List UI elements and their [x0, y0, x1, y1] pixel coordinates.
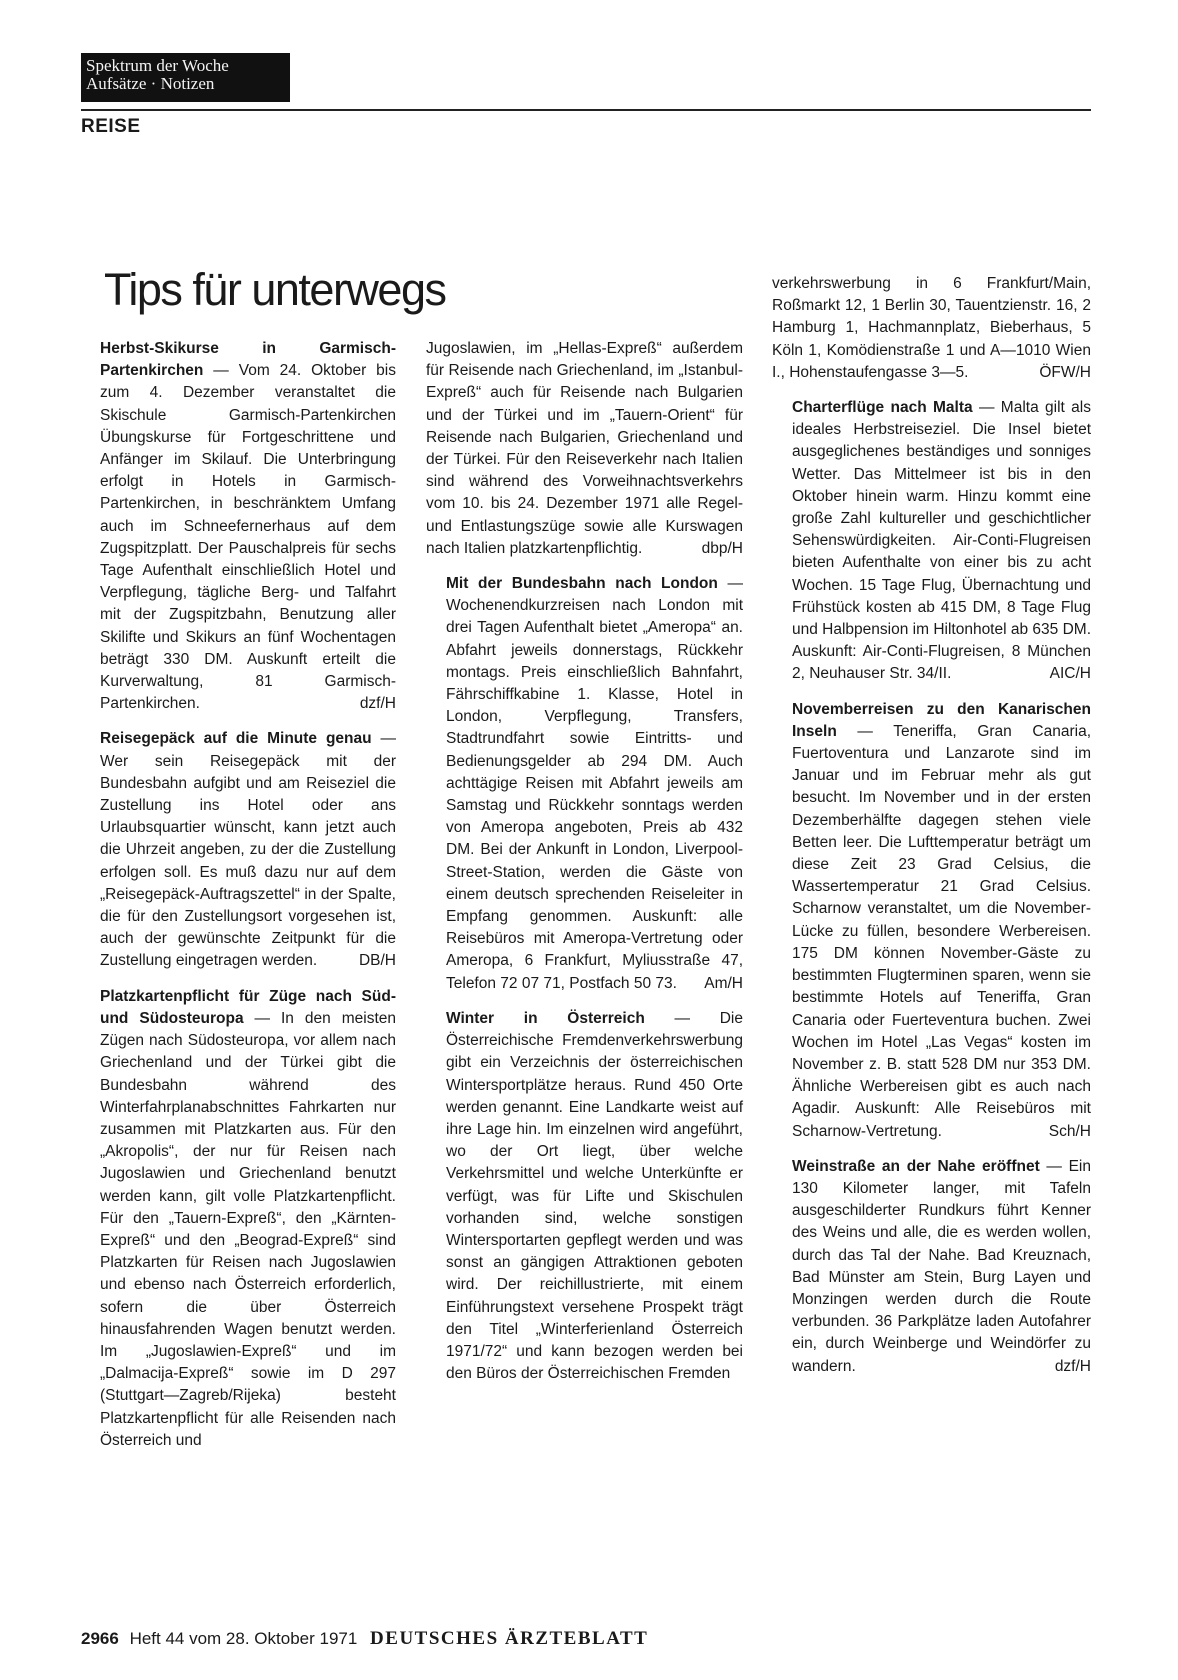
- article-winter-oesterreich-part-1: [426, 1008, 743, 1385]
- article-body: — Malta gilt als ideales Herbstreiseziel. Die Insel bietet ausgeglichenes beständiges und sonniges Wetter. Das Mittelmeer ist bis in den Oktober hinein warm. Hinzu kommt eine große Zahl kultureller und geschichtlicher Sehenswürdigkeiten. Air-Conti-Flugreisen bieten Aufenthalte von einer bis zu acht Wochen. 15 Tage Flug, Übernachtung und Frühstück kosten ab 415 DM, 8 Tage Flug und Halbpension im Hiltonhotel ab 635 DM. Auskunft: Air-Conti-Flugreisen, 8 München 2, Neuhauser Str. 34/II.: [792, 399, 1091, 683]
- article-heading: Novemberreisen zu den Kanarischen Inseln: [792, 700, 1091, 740]
- text-column-2: [426, 338, 743, 1385]
- section-rubric: REISE: [81, 116, 141, 137]
- article-title: Tips für unterwegs: [104, 264, 446, 315]
- text-column-1: [80, 338, 396, 1452]
- article-body-part-2: verkehrswerbung in 6 Frankfurt/Main, Roßmarkt 12, 1 Berlin 30, Tauentzienstr. 16, 2 Hamburg 1, Hachmannplatz, Bieberhaus, 5 Köln 1, Komödienstraße 1 und A—1010 Wien I., Hohenstaufengasse 3—5.: [772, 275, 1091, 381]
- article-signature: Sch/H: [1048, 1122, 1091, 1140]
- article-reisegepaeck: [80, 728, 396, 972]
- issue-info: Heft 44 vom 28. Oktober 1971: [129, 1629, 358, 1648]
- article-signature: dzf/H: [1054, 1357, 1091, 1375]
- article-signature: dbp/H: [701, 539, 743, 557]
- magazine-name: DEUTSCHES ÄRZTEBLATT: [370, 1628, 649, 1649]
- article-heading: Reisegepäck auf die Minute genau: [100, 730, 372, 748]
- article-body-part-1: — Die Österreichische Fremdenverkehrswerbung gibt ein Verzeichnis der österreichischen Wintersportplätze heraus. Rund 450 Orte werden genannt. Eine Landkarte weist auf ihre Lage hin. Im einzelnen wird angeführt, wo der Ort liegt, über welche Verkehrsmittel und welche Unterkünfte er verfügt, was für Lifte und Skischulen vorhanden sind, welche sonstigen Wintersportarten gepflegt werden und was sonst an gängigen Attraktionen geboten wird. Der reichillustrierte, mit einem Einführungstext versehene Prospekt trägt den Titel „Winterferienland Österreich 1971/72“ und kann bezogen werden bei den Büros der Österreichischen Fremden: [446, 1009, 743, 1383]
- page-footer: [81, 1628, 648, 1650]
- article-body-part-1: — In den meisten Zügen nach Südosteuropa, vor allem nach Griechenland und der Türkei gibt die Bundesbahn während des Winterfahrplanabschnittes Fahrkarten nur zusammen mit Platzkarten aus. Für den „Akropolis“, der nur für Reisen nach Jugoslawien und Griechenland benutzt werden kann, gilt volle Platzkartenpflicht. Für den „Tauern-Expreß“, den „Kärnten-Expreß“ und den „Beograd-Expreß“ sind Platzkarten für Reisen nach Jugoslawien und ebenso nach Österreich erforderlich, sofern die über Österreich hinausfahrenden Wagen benutzt werden. Im „Jugoslawien-Expreß“ und im „Dalmacija-Expreß“ sowie im D 297 (Stuttgart—Zagreb/Rijeka) besteht Platzkartenpflicht für alle Reisenden nach Österreich und: [100, 1009, 396, 1449]
- article-platzkartenpflicht-part-2: [426, 338, 743, 560]
- text-column-3: [772, 273, 1091, 1378]
- article-herbst-skikurse: [80, 338, 396, 715]
- article-heading: Winter in Österreich: [446, 1009, 645, 1027]
- article-body: — Teneriffa, Gran Canaria, Fuertoventura und Lanzarote sind im Januar und im Februar mehr als gut besucht. Im November und in der ersten Dezemberhälfte dagegen stehen viele Betten leer. Die Lufttemperatur beträgt um diese Zeit 23 Grad Celsius, die Wassertemperatur 21 Grad Celsius. Scharnow veranstaltet, um die November-Lücke zu füllen, besondere Werbereisen. 175 DM können November-Gäste zu bestimmten Flugterminen sparen, wenn sie bestimmte Hotels auf Teneriffa, Gran Canaria oder Fuerteventura buchen. Zwei Wochen im Hotel „Las Vegas“ kosten im November z. B. statt 528 DM nur 353 DM. Ähnliche Werbereisen gibt es auch nach Agadir. Auskunft: Alle Reisebüros mit Scharnow-Vertretung.: [792, 722, 1091, 1140]
- article-signature: dzf/H: [359, 695, 396, 713]
- page-number: 2966: [81, 1629, 119, 1648]
- article-body-part-2: Jugoslawien, im „Hellas-Expreß“ außerdem für Reisende nach Griechenland, im „Istanbul-Expreß“ auch für Reisende nach Bulgarien und der Türkei und im „Tauern-Orient“ für Reisende nach Bulgarien, Griechenland und der Türkei. Für den Reiseverkehr nach Italien sind während des Vorweihnachtsverkehrs vom 10. bis 24. Dezember 1971 alle Regel- und Entlastungszüge sowie alle Kurswagen nach Italien platzkartenpflichtig.: [426, 340, 743, 557]
- article-heading: Charterflüge nach Malta: [792, 399, 973, 417]
- article-heading: Herbst-Skikurse in Garmisch-Partenkirchen: [100, 340, 396, 380]
- article-winter-oesterreich-part-2: [772, 273, 1091, 384]
- article-heading: Platzkartenpflicht für Züge nach Süd- und Südosteuropa: [100, 987, 396, 1027]
- article-heading: Mit der Bundesbahn nach London: [446, 575, 718, 593]
- masthead-line-2: Aufsätze · Notizen: [86, 74, 215, 93]
- article-body: — Ein 130 Kilometer langer, mit Tafeln ausgeschilderter Rundkurs führt Kenner des Weins und alle, die es werden wollen, durch das Tal der Nahe. Bad Kreuznach, Bad Münster am Stein, Burg Layen und Monzingen werden durch die Route verbunden. 36 Parkplätze laden Autofahrer ein, durch Weinberge und Weindörfer zu wandern.: [792, 1157, 1091, 1375]
- article-malta: [772, 397, 1091, 686]
- masthead-line-1: Spektrum der Woche: [86, 56, 229, 75]
- article-body: — Wochenendkurzreisen nach London mit drei Tagen Aufenthalt bietet „Ameropa“ an. Abfahrt jeweils donnerstags, Rückkehr montags. Preis einschließlich Bahnfahrt, Fährschiffkabine 1. Klasse, Hotel in London, Verpflegung, Transfers, Stadtrundfahrt sowie Eintritts- und Bedienungsgelder ab 294 DM. Auch achttägige Reisen mit Abfahrt jeweils am Samstag und Rückkehr sonntags werden von Ameropa angeboten, Preis ab 432 DM. Bei der Ankunft in London, Liverpool-Street-Station, werden die Gäste von einem deutsch sprechenden Reiseleiter in Empfang genommen. Auskunft: alle Reisebüros mit Ameropa-Vertretung oder Ameropa, 6 Frankfurt, Myliusstraße 47, Telefon 72 07 71, Postfach 50 73.: [446, 575, 744, 992]
- article-signature: Am/H: [704, 974, 743, 992]
- article-signature: DB/H: [358, 952, 396, 970]
- article-body: — Wer sein Reisegepäck mit der Bundesbahn aufgibt und am Reiseziel die Zustellung ins Hotel oder ans Urlaubsquartier wünscht, kann jetzt auch die Uhrzeit angeben, zu der die Zustellung erfolgen soll. Es muß dazu nur auf dem „Reisegepäck-Auftragszettel“ in der Spalte, die für den Zustellungsort vorgesehen ist, auch der gewünschte Zeitpunkt für die Zustellung eingetragen werden.: [100, 730, 396, 970]
- article-platzkartenpflicht-part-1: [80, 986, 396, 1452]
- article-signature: AIC/H: [1049, 665, 1091, 683]
- masthead: [81, 53, 290, 102]
- article-heading: Weinstraße an der Nahe eröffnet: [792, 1157, 1040, 1175]
- article-london: [426, 573, 743, 995]
- article-body: — Vom 24. Oktober bis zum 4. Dezember veranstaltet die Skischule Garmisch-Partenkirchen Übungskurse für Fortgeschrittene und Anfänger im Skilauf. Die Unterbringung erfolgt in Hotels in Garmisch-Partenkirchen, in beschränktem Umfang auch im Schneefernerhaus auf dem Zugspitzplatt. Der Pauschalpreis für sechs Tage Aufenthalt einschließlich Hotel und Verpflegung, tägliche Berg- und Talfahrt mit der Zugspitzbahn, Benutzung aller Skilifte und Skikurs an fünf Wochentagen beträgt 330 DM. Auskunft erteilt die Kurverwaltung, 81 Garmisch-Partenkirchen.: [100, 362, 396, 713]
- header-rule: [81, 109, 1091, 111]
- article-weinstrasse: [772, 1156, 1091, 1378]
- article-signature: ÖFW/H: [1039, 363, 1091, 381]
- article-kanarische-inseln: [772, 699, 1091, 1143]
